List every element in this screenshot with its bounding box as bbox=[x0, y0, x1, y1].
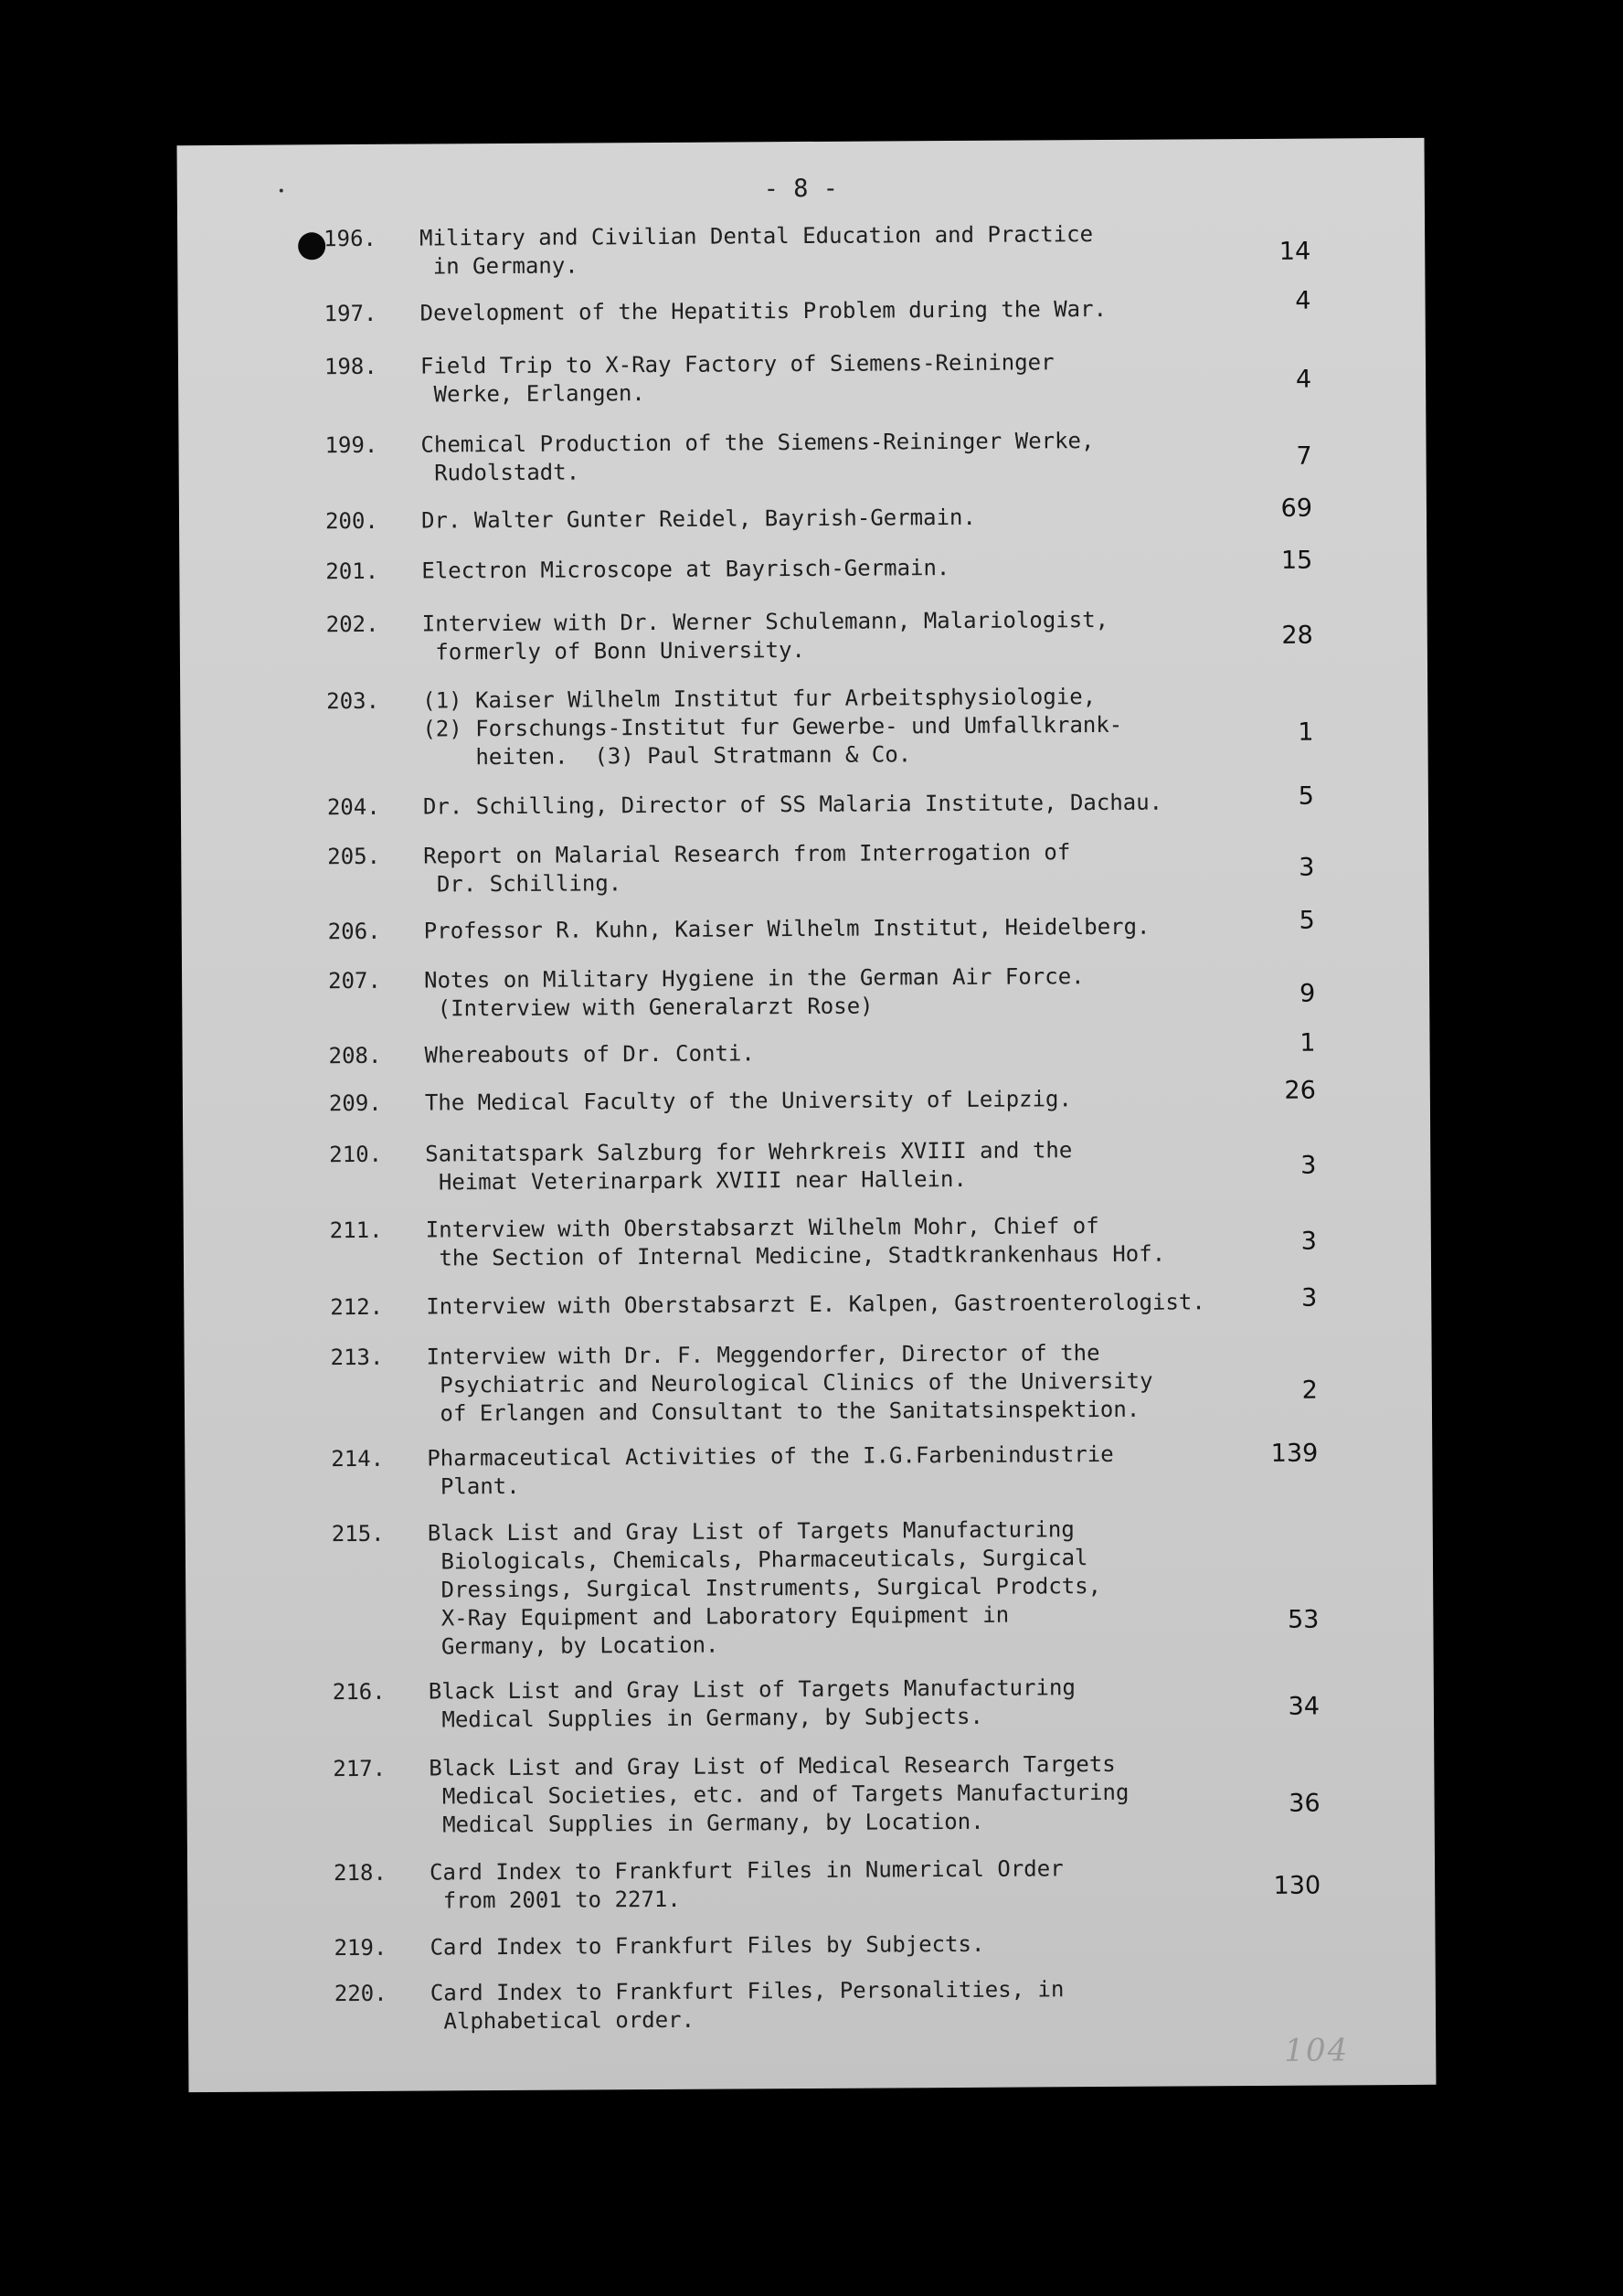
item-number: 218. bbox=[333, 1859, 387, 1887]
list-item bbox=[181, 781, 1428, 821]
item-number: 214. bbox=[331, 1445, 385, 1472]
item-title: Black List and Gray List of Targets Manufacturing Medical Supplies in Germany, by Subjects. bbox=[428, 1674, 1076, 1733]
item-title: Interview with Dr. F. Meggendorfer, Director of the Psychiatric and Neurological Clinics of the University of Erlangen and Consultant to the Sanitatsinspektion. bbox=[426, 1340, 1153, 1427]
list-item bbox=[179, 494, 1427, 535]
item-number: 204. bbox=[326, 793, 380, 821]
item-title: Pharmaceutical Activities of the I.G.Farbenindustrie Plant. bbox=[427, 1440, 1114, 1500]
item-title: Dr. Schilling, Director of SS Malaria Institute, Dachau. bbox=[422, 789, 1163, 820]
item-title: The Medical Faculty of the University of Leipzig. bbox=[424, 1086, 1072, 1116]
item-page-count: 4 bbox=[1295, 365, 1312, 394]
list-item bbox=[187, 1853, 1435, 1914]
item-number: 211. bbox=[329, 1217, 383, 1244]
item-title: Chemical Production of the Siemens-Reininger Werke, Rudolstadt. bbox=[420, 428, 1095, 486]
item-page-count: 4 bbox=[1295, 286, 1311, 315]
report-list bbox=[177, 138, 1437, 2092]
item-number: 210. bbox=[329, 1141, 383, 1168]
item-page-count: 3 bbox=[1300, 1283, 1318, 1313]
list-item bbox=[182, 906, 1429, 945]
item-title: Report on Malarial Research from Interrogation of Dr. Schilling. bbox=[423, 839, 1071, 898]
item-page-count: 3 bbox=[1299, 853, 1315, 882]
item-number: 202. bbox=[325, 611, 379, 638]
item-page-count: 15 bbox=[1280, 546, 1313, 575]
item-number: 205. bbox=[327, 843, 381, 870]
item-title: Black List and Gray List of Targets Manufacturing Biologicals, Chemicals, Pharmaceuticals, Surgical Dressings, Surgical Instruments, Surgical Prodcts, X-Ray Equipment and Laboratory Equipment in Germany, by Location. bbox=[427, 1516, 1102, 1660]
page-number: - 8 - bbox=[763, 174, 839, 204]
item-title: Dr. Walter Gunter Reidel, Bayrish-Germain. bbox=[420, 504, 976, 534]
item-number: 209. bbox=[328, 1090, 382, 1117]
list-item bbox=[183, 1134, 1430, 1196]
list-item bbox=[185, 1439, 1432, 1500]
item-number: 207. bbox=[328, 967, 381, 994]
list-item bbox=[188, 1973, 1436, 2035]
item-title: Sanitatspark Salzburg for Wehrkreis XVIII and the Heimat Veterinarpark XVIII near Hallein. bbox=[425, 1137, 1073, 1196]
item-title: Interview with Oberstabsarzt Wilhelm Mohr, Chief of the Section of Internal Medicine, Stadtkrankenhaus Hof. bbox=[425, 1213, 1166, 1271]
item-title: Professor R. Kuhn, Kaiser Wilhelm Institut, Heidelberg. bbox=[423, 913, 1151, 944]
item-number: 216. bbox=[332, 1678, 386, 1706]
list-item bbox=[184, 1210, 1431, 1271]
item-number: 217. bbox=[333, 1755, 387, 1782]
item-title: Interview with Oberstabsarzt E. Kalpen, Gastroenterologist. bbox=[426, 1289, 1205, 1320]
list-item bbox=[183, 1028, 1430, 1069]
list-item bbox=[185, 1337, 1432, 1427]
handwritten-note: 104 bbox=[1284, 2032, 1350, 2069]
item-title: Military and Civilian Dental Education and Practice in Germany. bbox=[419, 221, 1094, 280]
item-number: 198. bbox=[324, 353, 377, 380]
item-page-count: 5 bbox=[1299, 906, 1315, 935]
item-title: Notes on Military Hygiene in the German Air Force. (Interview with Generalarzt Rose) bbox=[424, 963, 1085, 1022]
item-title: Whereabouts of Dr. Conti. bbox=[424, 1040, 755, 1068]
item-title: Electron Microscope at Bayrisch-Germain. bbox=[421, 555, 950, 584]
item-page-count: 139 bbox=[1270, 1439, 1319, 1468]
item-page-count: 3 bbox=[1300, 1151, 1317, 1180]
list-item bbox=[180, 604, 1427, 665]
item-title: Card Index to Frankfurt Files in Numerical Order from 2001 to 2271. bbox=[429, 1855, 1064, 1914]
item-page-count: 7 bbox=[1296, 441, 1312, 471]
item-number: 220. bbox=[334, 1980, 387, 2007]
item-number: 200. bbox=[324, 507, 378, 535]
list-item bbox=[178, 346, 1426, 408]
item-number: 196. bbox=[324, 225, 377, 252]
item-number: 197. bbox=[324, 300, 377, 327]
item-number: 213. bbox=[330, 1344, 384, 1371]
list-item bbox=[186, 1672, 1434, 1733]
list-item bbox=[187, 1928, 1435, 1961]
list-item bbox=[182, 961, 1429, 1022]
item-number: 199. bbox=[324, 431, 378, 459]
list-item bbox=[177, 218, 1425, 280]
item-page-count: 1 bbox=[1299, 1028, 1316, 1058]
item-number: 206. bbox=[327, 918, 381, 945]
item-page-count: 26 bbox=[1284, 1076, 1316, 1105]
item-page-count: 36 bbox=[1289, 1789, 1321, 1818]
item-number: 203. bbox=[326, 687, 380, 715]
item-title: Card Index to Frankfurt Files, Personalities, in Alphabetical order. bbox=[430, 1976, 1065, 2035]
item-number: 208. bbox=[328, 1042, 382, 1069]
list-item bbox=[181, 836, 1428, 898]
list-item bbox=[183, 1076, 1430, 1117]
item-title: Card Index to Frankfurt Files by Subjects. bbox=[430, 1930, 985, 1961]
item-page-count: 34 bbox=[1288, 1692, 1321, 1721]
list-item bbox=[184, 1283, 1431, 1321]
item-number: 215. bbox=[331, 1520, 385, 1547]
item-title: (1) Kaiser Wilhelm Institut fur Arbeitsphysiologie, (2) Forschungs-Institut fur Gewerbe- und Umfallkrank- heiten. (3) Paul Stratmann & Co. bbox=[422, 684, 1123, 771]
list-item bbox=[180, 681, 1427, 771]
item-page-count: 2 bbox=[1301, 1376, 1318, 1405]
list-item bbox=[178, 425, 1426, 486]
item-title: Development of the Hepatitis Problem during the War. bbox=[419, 295, 1108, 326]
list-item bbox=[178, 286, 1426, 327]
list-item bbox=[179, 546, 1427, 585]
item-page-count: 53 bbox=[1287, 1605, 1320, 1634]
item-title: Black List and Gray List of Medical Research Targets Medical Societies, etc. and of Targets Manufacturing Medical Supplies in Germany, by Location. bbox=[429, 1750, 1130, 1838]
item-page-count: 28 bbox=[1281, 621, 1313, 650]
item-number: 219. bbox=[334, 1934, 387, 1961]
item-page-count: 3 bbox=[1300, 1227, 1317, 1256]
item-number: 201. bbox=[325, 558, 379, 585]
item-page-count: 1 bbox=[1298, 718, 1314, 747]
list-item bbox=[186, 1749, 1434, 1838]
list-item bbox=[186, 1514, 1433, 1660]
item-title: Field Trip to X-Ray Factory of Siemens-Reininger Werke, Erlangen. bbox=[419, 349, 1055, 408]
item-number: 212. bbox=[330, 1293, 384, 1321]
item-page-count: 5 bbox=[1298, 781, 1314, 811]
item-page-count: 9 bbox=[1299, 979, 1316, 1008]
item-page-count: 69 bbox=[1280, 494, 1313, 523]
document-page bbox=[177, 138, 1437, 2092]
item-page-count: 14 bbox=[1278, 237, 1311, 266]
item-title: Interview with Dr. Werner Schulemann, Malariologist, formerly of Bonn University. bbox=[421, 606, 1109, 665]
item-page-count: 130 bbox=[1273, 1871, 1321, 1900]
